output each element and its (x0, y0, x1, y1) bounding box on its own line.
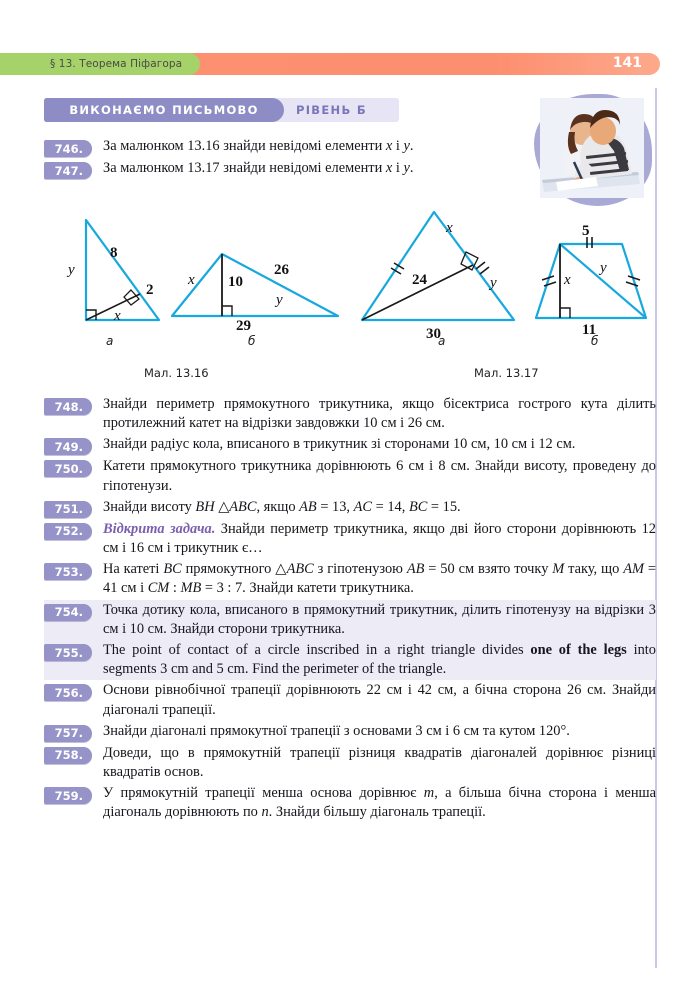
svg-text:y: y (600, 260, 607, 276)
figure-13-17-caption: Мал. 13.17 (474, 366, 539, 380)
figure-13-17-b-letter: б (591, 334, 599, 348)
figure-13-17-a-letter: а (438, 334, 446, 348)
exercise-number-badge[interactable]: 748. (44, 398, 92, 415)
exercise-text: Відкрита задача. Знайди периметр трикутника, якщо дві його сторони дорівнюють 12 см і 16 см і трикутник є… (103, 520, 656, 557)
exercise-number-badge[interactable]: 755. (44, 644, 92, 661)
exercise-number-badge[interactable]: 749. (44, 438, 92, 455)
exercise-row (44, 559, 656, 599)
figure-13-16-a-letter: а (106, 334, 114, 348)
exercise-number-badge[interactable]: 758. (44, 747, 92, 764)
svg-text:29: 29 (236, 318, 251, 334)
exercise-row (44, 456, 656, 496)
exercise-number-badge[interactable]: 751. (44, 501, 92, 518)
exercise-row (44, 158, 656, 180)
svg-text:x: x (188, 272, 195, 288)
exercise-number-badge[interactable]: 753. (44, 563, 92, 580)
figures-spacer (44, 180, 656, 394)
svg-text:11: 11 (582, 322, 597, 338)
exercise-text: Доведи, що в прямокутній трапеції різниця квадратів діагоналей дорівнює різниці квадратів основ. (103, 744, 656, 781)
exercise-text: За малюнком 13.17 знайди невідомі елементи x і y. (103, 160, 414, 176)
exercise-row (44, 640, 656, 680)
exercise-row (44, 497, 656, 519)
exercise-number-badge[interactable]: 757. (44, 725, 92, 742)
running-head (0, 53, 660, 75)
figure-13-16-caption: Мал. 13.16 (144, 366, 209, 380)
exercise-number-badge[interactable]: 754. (44, 604, 92, 621)
exercise-row (44, 680, 656, 720)
svg-text:10: 10 (228, 274, 243, 290)
exercise-number-badge[interactable]: 756. (44, 684, 92, 701)
section-banner-title: ВИКОНАЄМО ПИСЬМОВО (69, 103, 259, 117)
section-banner (44, 98, 399, 122)
svg-text:5: 5 (582, 223, 590, 239)
exercise-text: Знайди діагоналі прямокутної трапеції з основами 3 см і 6 см та кутом 120°. (103, 722, 570, 739)
exercise-text: У прямокутній трапеції менша основа дорівнює m, а більша бічна сторона і менша діагональ дорівнюють по n. Знайди більшу діагональ трапеції. (103, 785, 656, 821)
exercise-text: Основи рівнобічної трапеції дорівнюють 22 см і 42 см, а бічна сторона 26 см. Знайди діагоналі трапеції. (103, 682, 656, 718)
exercise-number-badge[interactable]: 752. (44, 523, 92, 540)
exercise-row (44, 394, 656, 434)
section-banner-level: РІВЕНЬ Б (296, 103, 367, 117)
svg-text:24: 24 (412, 272, 427, 288)
exercise-text: Катети прямокутного трикутника дорівнюють 6 см і 8 см. Знайди висоту, проведену до гіпотенузи. (103, 458, 656, 494)
svg-text:2: 2 (146, 282, 154, 298)
exercise-row (44, 783, 656, 823)
page-number: 141 (612, 55, 642, 71)
exercise-text: Знайди висоту BH △ABC, якщо AB = 13, AC = 14, BC = 15. (103, 498, 461, 515)
exercise-text: На катеті BC прямокутного △ABC з гіпотенузою AB = 50 см взято точку M таку, що AM = 41 см і CM : MB = 3 : 7. Знайди катети трикутника. (103, 561, 657, 597)
svg-text:26: 26 (274, 262, 289, 278)
svg-text:y: y (490, 275, 497, 291)
figure-13-16-b-letter: б (248, 334, 256, 348)
svg-text:30: 30 (426, 326, 441, 342)
exercise-text: Точка дотику кола, вписаного в прямокутний трикутник, ділить гіпотенузу на відрізки 3 см і 10 см. Знайди сторони трикутника. (103, 601, 656, 637)
svg-text:8: 8 (110, 245, 118, 261)
exercise-row (44, 519, 656, 559)
exercise-number-badge[interactable]: 746. (44, 140, 92, 157)
exercise-row (44, 600, 656, 640)
exercise-row (44, 434, 656, 456)
section-title-pill (0, 53, 200, 75)
exercise-number-badge[interactable]: 759. (44, 787, 92, 804)
svg-text:y: y (276, 292, 283, 308)
svg-text:x: x (446, 220, 453, 236)
exercise-text: Знайди периметр прямокутного трикутника, якщо бісектриса гострого кута ділить протилежний катет на відрізки завдовжки 10 см і 26 см. (103, 396, 656, 432)
section-banner-pill (44, 98, 284, 122)
exercise-row (44, 743, 656, 783)
exercise-text: The point of contact of a circle inscribed in a right triangle divides one of the legs into segments 3 cm and 5 cm. Find the perimeter of the triangle. (103, 642, 656, 678)
exercise-row (44, 136, 656, 158)
svg-text:x: x (114, 308, 121, 324)
exercise-row (44, 721, 656, 743)
section-title: § 13. Теорема Піфагора (50, 58, 183, 70)
svg-text:y: y (68, 262, 75, 278)
svg-text:x: x (564, 272, 571, 288)
exercise-number-badge[interactable]: 750. (44, 460, 92, 477)
exercise-number-badge[interactable]: 747. (44, 162, 92, 179)
exercise-text: Знайди радіус кола, вписаного в трикутник зі сторонами 10 см, 10 см і 12 см. (103, 436, 576, 453)
exercise-list (44, 136, 656, 824)
exercise-text: За малюнком 13.16 знайди невідомі елементи x і y. (103, 138, 414, 154)
